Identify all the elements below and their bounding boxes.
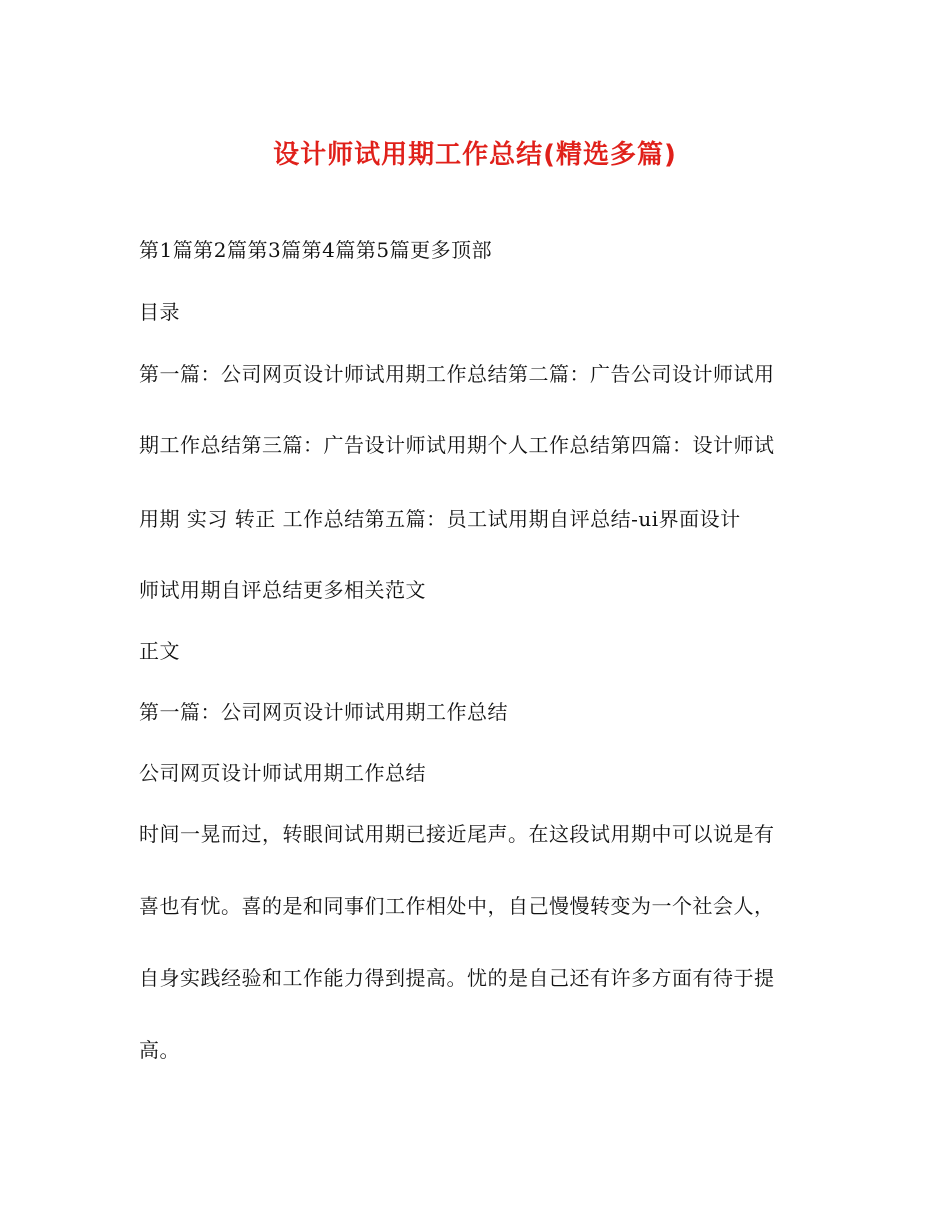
paragraph-line-3: 自身实践经验和工作能力得到提高。忧的是自己还有许多方面有待于提 bbox=[139, 966, 775, 990]
paragraph-line-2: 喜也有忧。喜的是和同事们工作相处中，自己慢慢转变为一个社会人， bbox=[139, 894, 775, 918]
toc-line-1: 第一篇：公司网页设计师试用期工作总结第二篇：广告公司设计师试用 bbox=[139, 362, 775, 386]
toc-line-4: 师试用期自评总结更多相关范文 bbox=[139, 578, 426, 602]
toc-heading: 目录 bbox=[139, 300, 180, 324]
body-heading: 正文 bbox=[139, 639, 180, 663]
document-title: 设计师试用期工作总结(精选多篇) bbox=[273, 140, 677, 170]
chapter-nav-links[interactable]: 第1篇第2篇第3篇第4篇第5篇更多顶部 bbox=[139, 238, 493, 262]
section-subtitle: 公司网页设计师试用期工作总结 bbox=[139, 761, 426, 785]
toc-line-3: 用期 实习 转正 工作总结第五篇：员工试用期自评总结-ui界面设计 bbox=[139, 507, 741, 531]
paragraph-line-1: 时间一晃而过，转眼间试用期已接近尾声。在这段试用期中可以说是有 bbox=[139, 822, 775, 846]
section-heading: 第一篇：公司网页设计师试用期工作总结 bbox=[139, 700, 508, 724]
paragraph-line-4: 高。 bbox=[139, 1038, 180, 1062]
toc-line-2: 期工作总结第三篇：广告设计师试用期个人工作总结第四篇：设计师试 bbox=[139, 433, 775, 457]
